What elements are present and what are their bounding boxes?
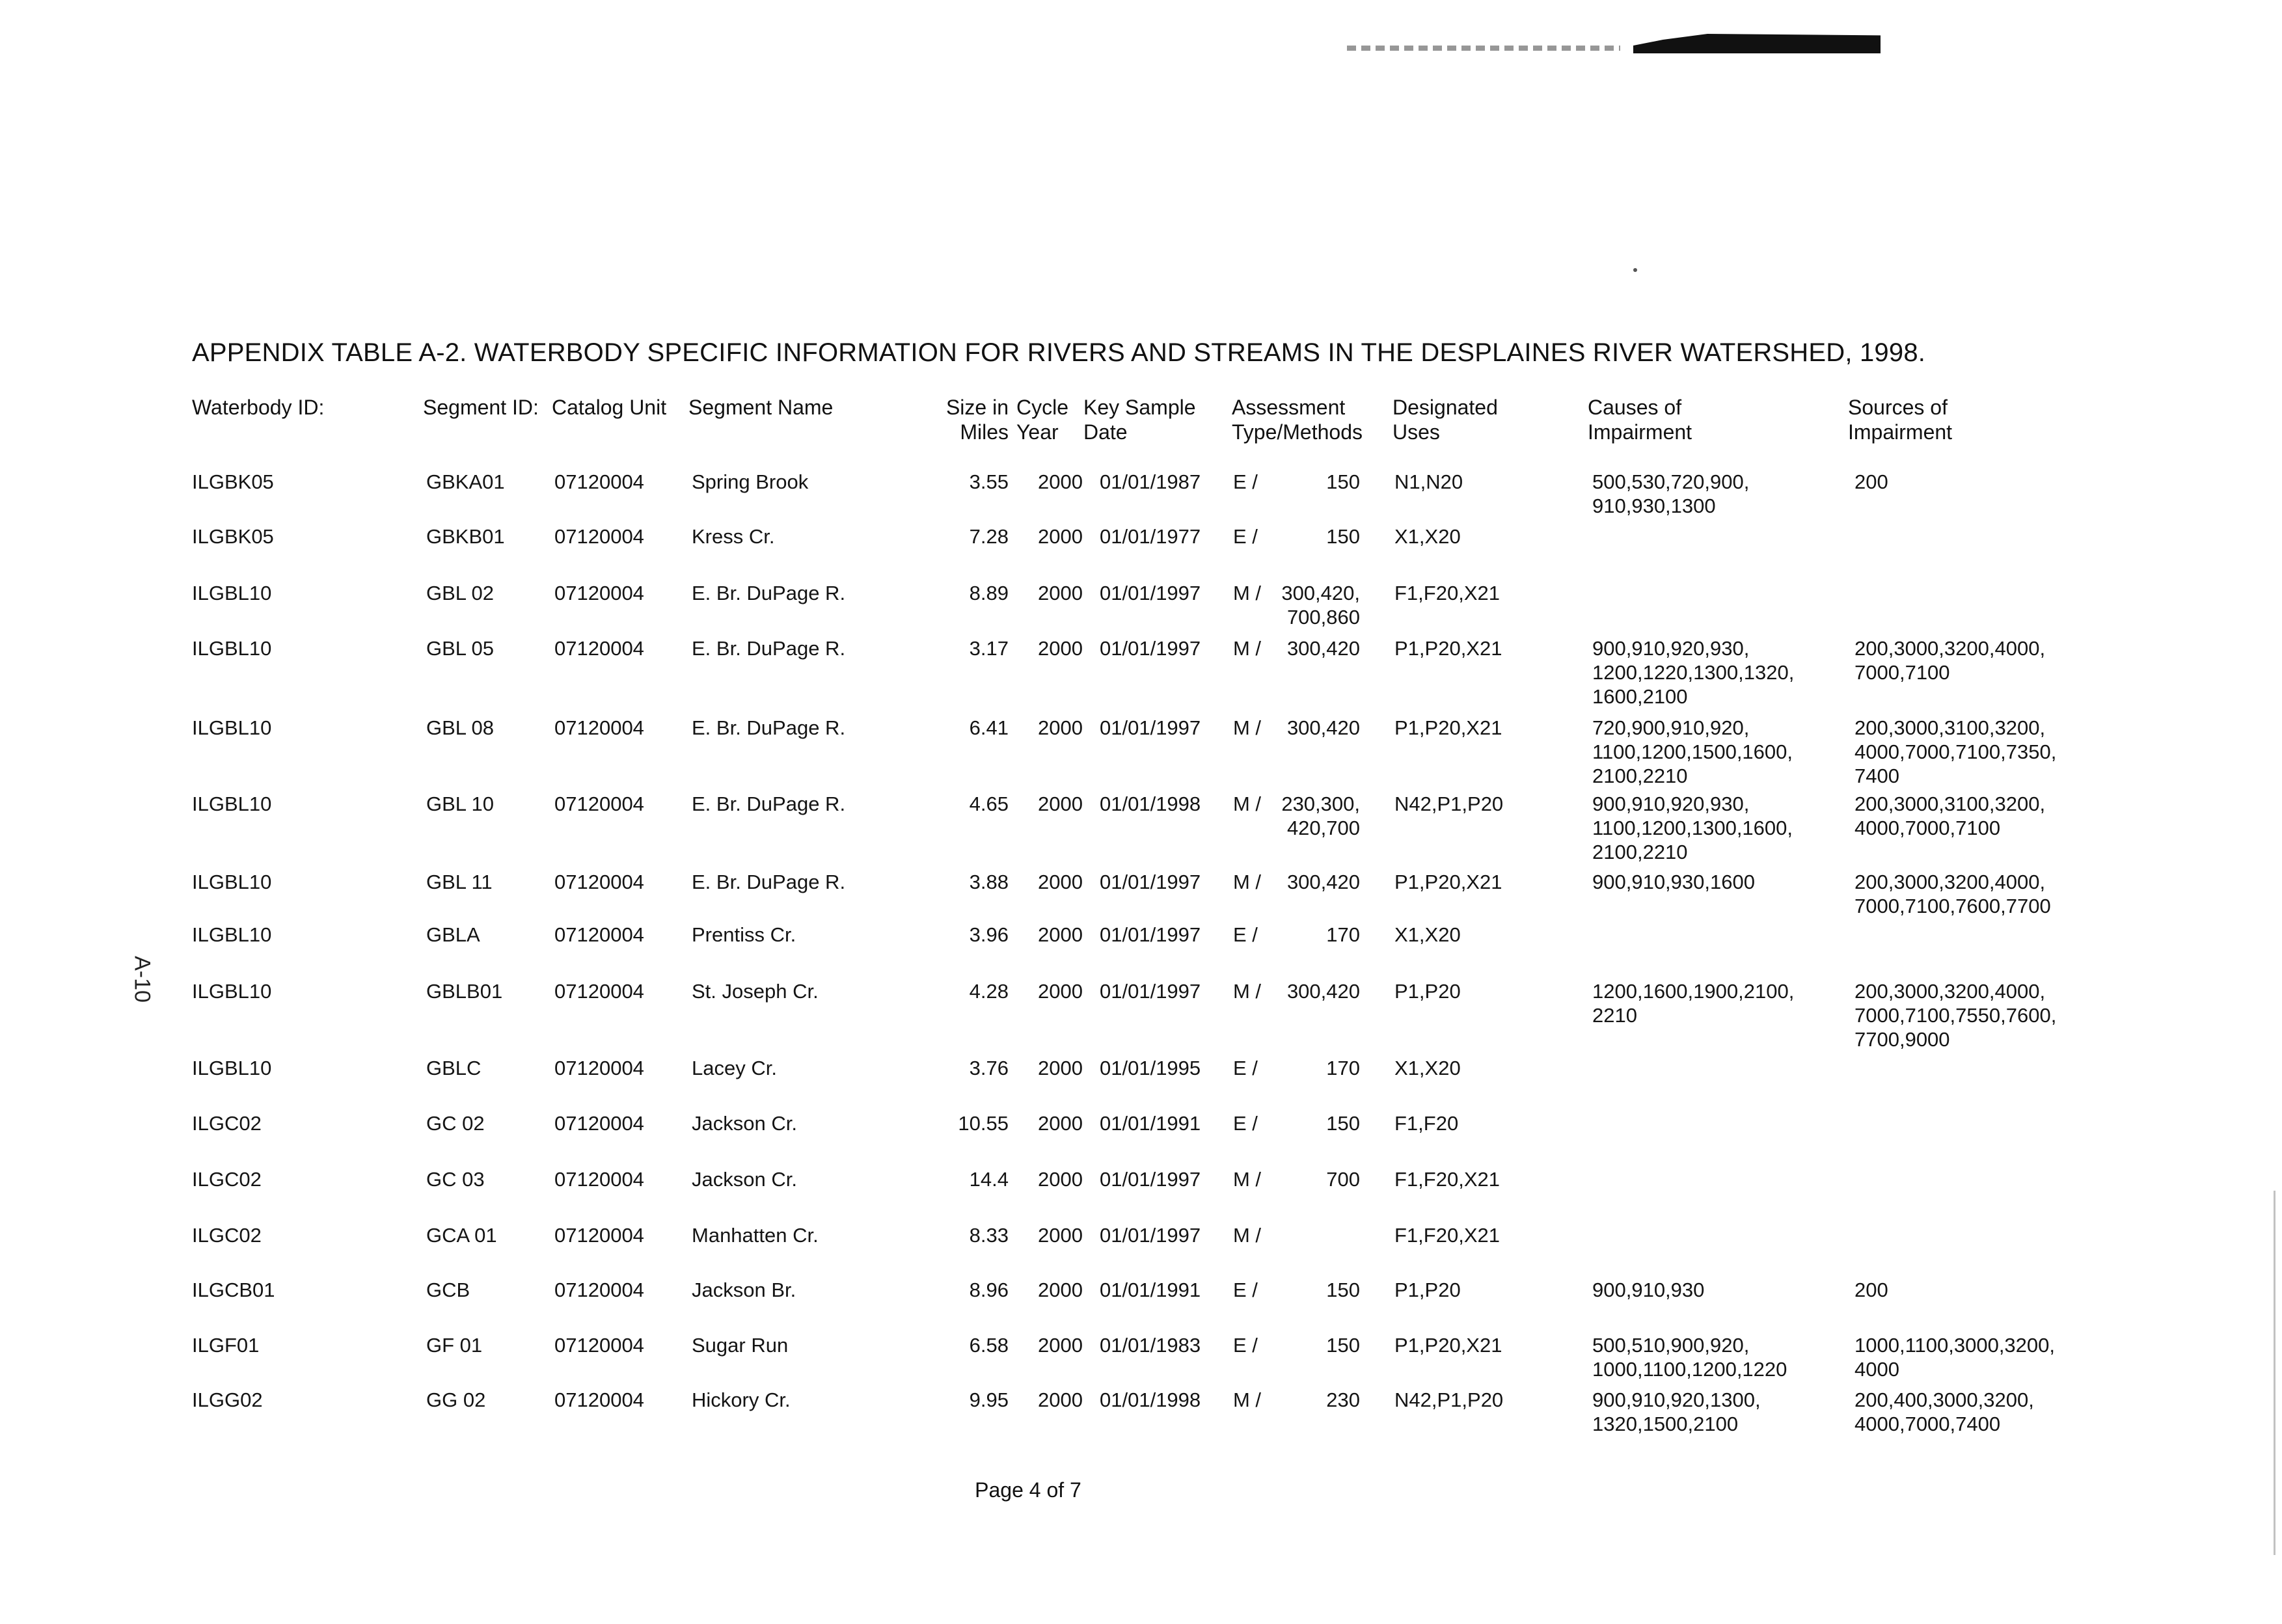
designated-uses-cell: F1,F20: [1394, 1112, 1459, 1135]
size-miles-cell: 6.58: [969, 1334, 1009, 1357]
designated-uses-cell: P1,P20,X21: [1394, 1334, 1502, 1357]
page-footer: Page 4 of 7: [975, 1478, 1081, 1502]
table-row: [0, 923, 2282, 988]
key-sample-date-cell: 01/01/1983: [1100, 1334, 1201, 1357]
causes-of-impairment-cell: 900,910,930,1600: [1592, 871, 1755, 893]
header-waterbody-id: Waterbody ID:: [192, 396, 325, 419]
cycle-year-cell: 2000: [1038, 1388, 1083, 1411]
assessment-methods-cell: 150: [1326, 470, 1360, 493]
segment-name-cell: Manhatten Cr.: [692, 1224, 819, 1247]
designated-uses-cell: F1,F20,X21: [1394, 582, 1500, 604]
header-sources: Sources of Impairment: [1848, 396, 1953, 444]
size-miles-cell: 14.4: [969, 1168, 1009, 1191]
cycle-year-cell: 2000: [1038, 1112, 1083, 1135]
assessment-methods-cell: 300,420: [1286, 637, 1360, 660]
assessment-methods-cell: 230,300, 420,700: [1281, 792, 1360, 839]
cycle-year-cell: 2000: [1038, 792, 1083, 815]
header-segment-id: Segment ID:: [423, 396, 539, 419]
header-cycle-year: Cycle Year: [1016, 396, 1069, 444]
assessment-methods-cell: 300,420: [1286, 716, 1360, 739]
assessment-methods-cell: 150: [1326, 1112, 1360, 1135]
catalog-unit-cell: 07120004: [554, 980, 644, 1003]
catalog-unit-cell: 07120004: [554, 470, 644, 493]
table-row: [0, 524, 2282, 589]
assessment-type-cell: E /: [1233, 1057, 1258, 1079]
catalog-unit-cell: 07120004: [554, 923, 644, 946]
waterbody-id-cell: ILGC02: [192, 1168, 262, 1191]
catalog-unit-cell: 07120004: [554, 1112, 644, 1135]
cycle-year-cell: 2000: [1038, 525, 1083, 548]
size-miles-cell: 9.95: [969, 1388, 1009, 1411]
cycle-year-cell: 2000: [1038, 637, 1083, 660]
segment-id-cell: GBL 11: [426, 871, 493, 893]
assessment-type-cell: E /: [1233, 1112, 1258, 1135]
assessment-type-cell: E /: [1233, 525, 1258, 548]
cycle-year-cell: 2000: [1038, 470, 1083, 493]
segment-name-cell: E. Br. DuPage R.: [692, 792, 846, 815]
catalog-unit-cell: 07120004: [554, 792, 644, 815]
causes-of-impairment-cell: 720,900,910,920, 1100,1200,1500,1600, 2100,2210: [1592, 716, 1793, 787]
sources-of-impairment-cell: 200,3000,3200,4000, 7000,7100,7550,7600, 7700,9000: [1854, 980, 2057, 1051]
segment-name-cell: E. Br. DuPage R.: [692, 871, 846, 893]
causes-of-impairment-cell: 900,910,920,1300, 1320,1500,2100: [1592, 1388, 1761, 1435]
segment-name-cell: Jackson Br.: [692, 1279, 796, 1301]
waterbody-id-cell: ILGC02: [192, 1224, 262, 1247]
assessment-type-cell: M /: [1233, 1388, 1262, 1411]
cycle-year-cell: 2000: [1038, 1334, 1083, 1357]
catalog-unit-cell: 07120004: [554, 1388, 644, 1411]
sources-of-impairment-cell: 200,3000,3200,4000, 7000,7100: [1854, 637, 2046, 684]
size-miles-cell: 3.88: [969, 871, 1009, 893]
assessment-methods-cell: 150: [1326, 1334, 1360, 1357]
segment-id-cell: GBL 02: [426, 582, 494, 604]
segment-id-cell: GBLB01: [426, 980, 503, 1003]
waterbody-id-cell: ILGBL10: [192, 792, 272, 815]
cycle-year-cell: 2000: [1038, 1224, 1083, 1247]
assessment-type-cell: M /: [1233, 716, 1262, 739]
assessment-type-cell: E /: [1233, 1334, 1258, 1357]
segment-id-cell: GBLC: [426, 1057, 482, 1079]
cycle-year-cell: 2000: [1038, 716, 1083, 739]
sources-of-impairment-cell: 200,3000,3200,4000, 7000,7100,7600,7700: [1854, 871, 2051, 917]
header-key-sample-date: Key Sample Date: [1083, 396, 1196, 444]
waterbody-id-cell: ILGBL10: [192, 582, 272, 604]
waterbody-id-cell: ILGG02: [192, 1388, 263, 1411]
segment-id-cell: GC 02: [426, 1112, 485, 1135]
waterbody-id-cell: ILGCB01: [192, 1279, 275, 1301]
size-miles-cell: 7.28: [969, 525, 1009, 548]
key-sample-date-cell: 01/01/1997: [1100, 582, 1201, 604]
catalog-unit-cell: 07120004: [554, 871, 644, 893]
assessment-type-cell: M /: [1233, 1168, 1262, 1191]
page-side-label: A-10: [129, 956, 155, 1003]
designated-uses-cell: F1,F20,X21: [1394, 1168, 1500, 1191]
sources-of-impairment-cell: 200,3000,3100,3200, 4000,7000,7100,7350, 7400: [1854, 716, 2057, 787]
designated-uses-cell: P1,P20: [1394, 980, 1461, 1003]
header-causes: Causes of Impairment: [1588, 396, 1692, 444]
waterbody-id-cell: ILGBL10: [192, 637, 272, 660]
segment-name-cell: Sugar Run: [692, 1334, 789, 1357]
assessment-methods-cell: 300,420, 700,860: [1281, 582, 1360, 629]
table-row: [0, 1388, 2282, 1453]
cycle-year-cell: 2000: [1038, 582, 1083, 604]
segment-id-cell: GF 01: [426, 1334, 483, 1357]
waterbody-id-cell: ILGF01: [192, 1334, 260, 1357]
assessment-type-cell: M /: [1233, 1224, 1262, 1247]
key-sample-date-cell: 01/01/1991: [1100, 1279, 1201, 1301]
sources-of-impairment-cell: 200,400,3000,3200, 4000,7000,7400: [1854, 1388, 2034, 1435]
catalog-unit-cell: 07120004: [554, 1168, 644, 1191]
table-title: APPENDIX TABLE A-2. WATERBODY SPECIFIC INFORMATION FOR RIVERS AND STREAMS IN THE DESPLAINES RIVER WATERSHED, 1998.: [192, 338, 1926, 367]
size-miles-cell: 4.28: [969, 980, 1009, 1003]
assessment-type-cell: M /: [1233, 792, 1262, 815]
header-designated-uses: Designated Uses: [1392, 396, 1498, 444]
size-miles-cell: 4.65: [969, 792, 1009, 815]
table-row: [0, 636, 2282, 708]
causes-of-impairment-cell: 500,510,900,920, 1000,1100,1200,1220: [1592, 1334, 1787, 1381]
waterbody-id-cell: ILGBL10: [192, 1057, 272, 1079]
size-miles-cell: 3.96: [969, 923, 1009, 946]
waterbody-id-cell: ILGC02: [192, 1112, 262, 1135]
key-sample-date-cell: 01/01/1997: [1100, 980, 1201, 1003]
catalog-unit-cell: 07120004: [554, 525, 644, 548]
header-segment-name: Segment Name: [688, 396, 834, 419]
assessment-type-cell: M /: [1233, 637, 1262, 660]
table-row: [0, 979, 2282, 1051]
segment-name-cell: E. Br. DuPage R.: [692, 716, 846, 739]
causes-of-impairment-cell: 900,910,920,930, 1200,1220,1300,1320, 1600,2100: [1592, 637, 1795, 708]
assessment-methods-cell: 170: [1326, 1057, 1360, 1079]
sources-of-impairment-cell: 1000,1100,3000,3200, 4000: [1854, 1334, 2056, 1381]
waterbody-id-cell: ILGBL10: [192, 980, 272, 1003]
segment-name-cell: St. Joseph Cr.: [692, 980, 819, 1003]
key-sample-date-cell: 01/01/1997: [1100, 1168, 1201, 1191]
segment-id-cell: GBL 05: [426, 637, 494, 660]
assessment-methods-cell: 170: [1326, 923, 1360, 946]
cycle-year-cell: 2000: [1038, 1057, 1083, 1079]
assessment-methods-cell: 300,420: [1286, 871, 1360, 893]
key-sample-date-cell: 01/01/1997: [1100, 871, 1201, 893]
cycle-year-cell: 2000: [1038, 923, 1083, 946]
size-miles-cell: 3.76: [969, 1057, 1009, 1079]
waterbody-id-cell: ILGBL10: [192, 923, 272, 946]
causes-of-impairment-cell: 900,910,920,930, 1100,1200,1300,1600, 2100,2210: [1592, 792, 1793, 863]
sources-of-impairment-cell: 200,3000,3100,3200, 4000,7000,7100: [1854, 792, 2046, 839]
catalog-unit-cell: 07120004: [554, 1279, 644, 1301]
assessment-type-cell: E /: [1233, 470, 1258, 493]
assessment-type-cell: M /: [1233, 582, 1262, 604]
assessment-methods-cell: 700: [1326, 1168, 1360, 1191]
segment-id-cell: GBKA01: [426, 470, 505, 493]
catalog-unit-cell: 07120004: [554, 1057, 644, 1079]
table-row: [0, 1167, 2282, 1232]
assessment-type-cell: M /: [1233, 980, 1262, 1003]
assessment-type-cell: E /: [1233, 923, 1258, 946]
designated-uses-cell: X1,X20: [1394, 923, 1461, 946]
waterbody-id-cell: ILGBL10: [192, 716, 272, 739]
waterbody-id-cell: ILGBK05: [192, 525, 274, 548]
sources-of-impairment-cell: 200: [1854, 470, 1888, 493]
causes-of-impairment-cell: 900,910,930: [1592, 1279, 1705, 1301]
cycle-year-cell: 2000: [1038, 871, 1083, 893]
segment-id-cell: GBL 08: [426, 716, 494, 739]
size-miles-cell: 10.55: [958, 1112, 1009, 1135]
waterbody-id-cell: ILGBL10: [192, 871, 272, 893]
segment-name-cell: Hickory Cr.: [692, 1388, 791, 1411]
cycle-year-cell: 2000: [1038, 980, 1083, 1003]
key-sample-date-cell: 01/01/1997: [1100, 923, 1201, 946]
table-row: [0, 1111, 2282, 1176]
sources-of-impairment-cell: 200: [1854, 1279, 1888, 1301]
assessment-methods-cell: 300,420: [1286, 980, 1360, 1003]
designated-uses-cell: N42,P1,P20: [1394, 792, 1504, 815]
designated-uses-cell: X1,X20: [1394, 1057, 1461, 1079]
segment-id-cell: GBL 10: [426, 792, 494, 815]
header-assessment: Assessment Type/Methods: [1232, 396, 1363, 444]
key-sample-date-cell: 01/01/1995: [1100, 1057, 1201, 1079]
designated-uses-cell: N1,N20: [1394, 470, 1463, 493]
size-miles-cell: 3.55: [969, 470, 1009, 493]
segment-name-cell: E. Br. DuPage R.: [692, 582, 846, 604]
assessment-methods-cell: 150: [1326, 525, 1360, 548]
causes-of-impairment-cell: 1200,1600,1900,2100, 2210: [1592, 980, 1795, 1027]
causes-of-impairment-cell: 500,530,720,900, 910,930,1300: [1592, 470, 1750, 517]
key-sample-date-cell: 01/01/1998: [1100, 1388, 1201, 1411]
table-row: [0, 716, 2282, 787]
segment-id-cell: GCB: [426, 1279, 470, 1301]
cycle-year-cell: 2000: [1038, 1279, 1083, 1301]
segment-name-cell: Kress Cr.: [692, 525, 775, 548]
designated-uses-cell: X1,X20: [1394, 525, 1461, 548]
key-sample-date-cell: 01/01/1998: [1100, 792, 1201, 815]
cycle-year-cell: 2000: [1038, 1168, 1083, 1191]
designated-uses-cell: P1,P20,X21: [1394, 637, 1502, 660]
segment-name-cell: E. Br. DuPage R.: [692, 637, 846, 660]
key-sample-date-cell: 01/01/1987: [1100, 470, 1201, 493]
segment-name-cell: Prentiss Cr.: [692, 923, 796, 946]
key-sample-date-cell: 01/01/1977: [1100, 525, 1201, 548]
size-miles-cell: 6.41: [969, 716, 1009, 739]
designated-uses-cell: F1,F20,X21: [1394, 1224, 1500, 1247]
header-catalog-unit: Catalog Unit: [552, 396, 667, 419]
designated-uses-cell: P1,P20: [1394, 1279, 1461, 1301]
header-size: Size in Miles: [945, 396, 1009, 444]
segment-name-cell: Jackson Cr.: [692, 1112, 797, 1135]
size-miles-cell: 8.89: [969, 582, 1009, 604]
segment-name-cell: Spring Brook: [692, 470, 809, 493]
assessment-type-cell: M /: [1233, 871, 1262, 893]
size-miles-cell: 8.96: [969, 1279, 1009, 1301]
designated-uses-cell: P1,P20,X21: [1394, 716, 1502, 739]
key-sample-date-cell: 01/01/1991: [1100, 1112, 1201, 1135]
assessment-methods-cell: 150: [1326, 1279, 1360, 1301]
catalog-unit-cell: 07120004: [554, 582, 644, 604]
waterbody-id-cell: ILGBK05: [192, 470, 274, 493]
designated-uses-cell: N42,P1,P20: [1394, 1388, 1504, 1411]
catalog-unit-cell: 07120004: [554, 716, 644, 739]
size-miles-cell: 3.17: [969, 637, 1009, 660]
catalog-unit-cell: 07120004: [554, 1334, 644, 1357]
segment-id-cell: GBLA: [426, 923, 480, 946]
key-sample-date-cell: 01/01/1997: [1100, 637, 1201, 660]
table-row: [0, 792, 2282, 863]
assessment-type-cell: E /: [1233, 1279, 1258, 1301]
segment-id-cell: GCA 01: [426, 1224, 497, 1247]
catalog-unit-cell: 07120004: [554, 1224, 644, 1247]
segment-id-cell: GC 03: [426, 1168, 485, 1191]
segment-name-cell: Jackson Cr.: [692, 1168, 797, 1191]
segment-id-cell: GG 02: [426, 1388, 486, 1411]
segment-id-cell: GBKB01: [426, 525, 505, 548]
assessment-methods-cell: 230: [1326, 1388, 1360, 1411]
catalog-unit-cell: 07120004: [554, 637, 644, 660]
size-miles-cell: 8.33: [969, 1224, 1009, 1247]
key-sample-date-cell: 01/01/1997: [1100, 1224, 1201, 1247]
designated-uses-cell: P1,P20,X21: [1394, 871, 1502, 893]
segment-name-cell: Lacey Cr.: [692, 1057, 777, 1079]
key-sample-date-cell: 01/01/1997: [1100, 716, 1201, 739]
